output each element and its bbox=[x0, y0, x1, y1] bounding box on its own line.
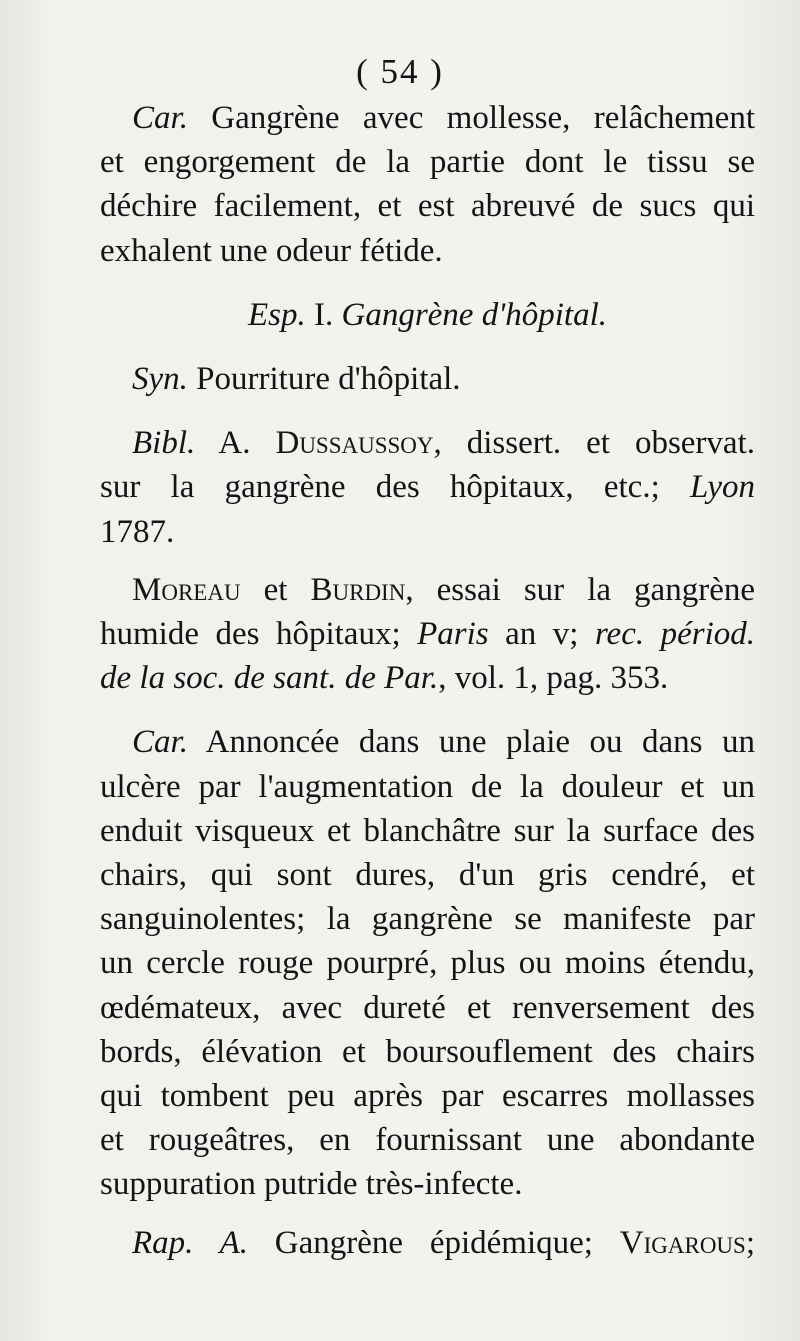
text-line: déchire facilement, et est abreuvé de sucs qui bbox=[100, 188, 755, 225]
species-number: I. bbox=[313, 296, 334, 333]
text-line: et rougeâtres, en fournissant une abondante bbox=[100, 1122, 755, 1159]
text-line: qui tombent peu après par escarres mollasses bbox=[100, 1078, 755, 1115]
text-line: bords, élévation et boursouflement des chairs bbox=[100, 1033, 755, 1070]
text-line: chairs, qui sont dures, d'un gris cendré, et bbox=[100, 857, 755, 894]
author-name: Moreau bbox=[132, 571, 241, 608]
journal-ref: rec. périod. bbox=[594, 616, 755, 653]
author-name: Dussaussoy bbox=[275, 425, 434, 462]
place-name: Lyon bbox=[689, 469, 755, 506]
synonym-text: Pourriture d'hôpital. bbox=[187, 361, 461, 398]
page-number: ( 54 ) bbox=[356, 52, 444, 91]
species-name: Gangrène d'hôpital. bbox=[341, 296, 608, 333]
car-label: Car. bbox=[132, 100, 188, 136]
text-line: Rap. A. Gangrène épidémique; Vigarous; bbox=[132, 1224, 755, 1261]
bibl-label: Bibl. bbox=[132, 425, 196, 462]
place-name: Paris bbox=[417, 616, 489, 653]
journal-ref: de la soc. de sant. de Par. bbox=[100, 660, 439, 697]
text-line: sanguinolentes; la gangrène se manifeste par bbox=[100, 901, 755, 938]
bibliography-entry-1 bbox=[100, 421, 755, 554]
esp-label: Esp. bbox=[247, 296, 306, 333]
text-line: et engorgement de la partie dont le tissu se bbox=[100, 144, 755, 181]
characteristics-paragraph-1 bbox=[100, 96, 755, 273]
text-line: de la soc. de sant. de Par., vol. 1, pag. 353. bbox=[100, 660, 669, 697]
text-line: un cercle rouge pourpré, plus ou moins étendu, bbox=[100, 945, 755, 982]
text-line: exhalent une odeur fétide. bbox=[100, 232, 443, 269]
species-heading bbox=[100, 293, 755, 337]
characteristics-paragraph-2 bbox=[100, 720, 755, 1206]
text-line: enduit visqueux et blanchâtre sur la surface des bbox=[100, 812, 755, 849]
page-text bbox=[100, 96, 755, 1265]
text-line: suppuration putride très-infecte. bbox=[100, 1166, 523, 1203]
text-line: Bibl. A. Dussaussoy, dissert. et observat. bbox=[132, 425, 755, 462]
synonym-line bbox=[100, 357, 755, 401]
bibliography-entry-2 bbox=[100, 568, 755, 701]
text-line: 1787. bbox=[100, 513, 175, 550]
text-line: Car. Annoncée dans une plaie ou dans un bbox=[132, 724, 755, 761]
text-line: Car. Gangrène avec mollesse, relâchement bbox=[132, 100, 755, 136]
text-line: sur la gangrène des hôpitaux, etc.; Lyon bbox=[100, 469, 755, 506]
text-line: ulcère par l'augmentation de la douleur et un bbox=[100, 768, 755, 805]
car-label: Car. bbox=[132, 724, 188, 761]
text-line: œdémateux, avec dureté et renversement des bbox=[100, 989, 755, 1026]
text-line: Moreau et Burdin, essai sur la gangrène bbox=[132, 571, 755, 608]
syn-label: Syn. bbox=[132, 361, 188, 398]
text-line: humide des hôpitaux; Paris an v; rec. périod. bbox=[100, 616, 755, 653]
author-name: Burdin bbox=[310, 571, 406, 608]
rapport-line bbox=[100, 1221, 755, 1265]
author-name: Vigarous bbox=[619, 1224, 746, 1261]
rap-label: Rap. A. bbox=[132, 1224, 249, 1261]
